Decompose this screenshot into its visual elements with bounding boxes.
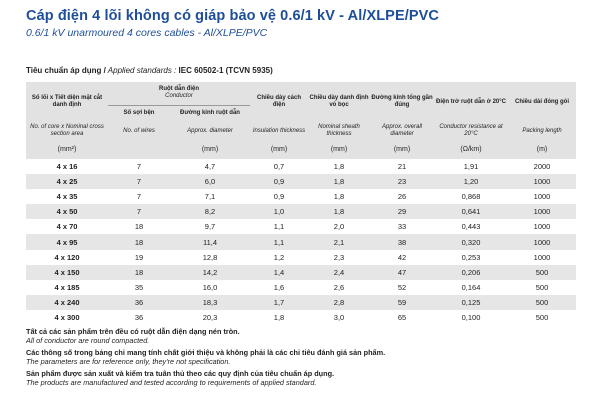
note-text-vi: Sản phẩm được sản xuất và kiểm tra tuân thủ theo các quy định của tiêu chuẩn áp dụng.	[26, 369, 335, 378]
cell-sheath: 1,8	[308, 174, 370, 189]
cell-overall-diameter: 38	[370, 234, 434, 249]
cell-wires: 7	[136, 162, 142, 172]
page-subtitle: 0.6/1 kV unarmoured 4 cores cables - Al/XLPE/PVC	[26, 27, 268, 39]
page-title: Cáp điện 4 lõi không có giáp bảo vệ 0.6/1 kV - Al/XLPE/PVC	[26, 8, 439, 24]
cell-sheath: 1,8	[308, 204, 370, 219]
cell-overall-diameter: 21	[397, 162, 407, 172]
cell-resistance: 0,206	[434, 265, 508, 280]
note-item	[26, 369, 586, 387]
cell-overall-diameter: 23	[370, 174, 434, 189]
cell-resistance: 0,320	[434, 234, 508, 249]
cell-core-section: 4 x 185	[54, 282, 80, 292]
cable-spec-table	[26, 82, 576, 325]
header-conductor-diameter: Đường kính ruột dẫn	[170, 105, 250, 122]
cell-resistance: 0,164	[461, 282, 481, 292]
cell-insulation: 1,7	[250, 295, 308, 310]
cell-insulation: 0,9	[250, 174, 308, 189]
cell-insulation: 1,0	[250, 204, 308, 219]
cell-sheath: 1,8	[333, 192, 345, 202]
cell-overall-diameter: 33	[397, 222, 407, 232]
cell-conductor-diameter: 4,7	[204, 162, 216, 172]
cell-insulation: 0,9	[273, 192, 285, 202]
note-text-en: All of conductor are round compacted.	[26, 336, 150, 345]
cell-core-section: 4 x 95	[26, 234, 108, 249]
cell-packing-length: 1000	[533, 222, 551, 232]
cell-conductor-diameter: 8,2	[170, 204, 250, 219]
cell-wires: 18	[134, 222, 144, 232]
cell-wires: 7	[108, 204, 170, 219]
standard-label-vi: Tiêu chuẩn áp dụng /	[26, 66, 106, 75]
cell-packing-length: 500	[508, 265, 576, 280]
cell-core-section: 4 x 35	[56, 192, 78, 202]
cell-conductor-diameter: 18,3	[170, 295, 250, 310]
header-packing-length-en: Packing length	[508, 122, 576, 140]
cell-resistance: 1,20	[434, 174, 508, 189]
header-resistance-en: Conductor resistance at 20°C	[434, 122, 508, 140]
cell-wires: 36	[108, 295, 170, 310]
cell-core-section: 4 x 70	[56, 222, 78, 232]
header-resistance: Điện trở ruột dẫn ở 20°C	[434, 82, 508, 122]
applied-standard	[26, 66, 273, 75]
cell-core-section: 4 x 150	[26, 265, 108, 280]
cell-sheath: 2,6	[333, 282, 345, 292]
cell-wires: 18	[108, 234, 170, 249]
cell-overall-diameter: 59	[370, 295, 434, 310]
cell-packing-length: 1000	[508, 174, 576, 189]
table-row	[26, 159, 576, 174]
cell-resistance: 0,253	[461, 252, 481, 262]
cell-packing-length: 1000	[508, 204, 576, 219]
table-row	[26, 234, 576, 249]
standard-label-en: Applied standards :	[105, 66, 177, 75]
cell-sheath: 2,8	[308, 295, 370, 310]
unit-resistance: (Ω/km)	[434, 140, 508, 159]
cell-overall-diameter: 65	[397, 312, 407, 322]
cell-resistance: 1,91	[463, 162, 479, 172]
header-conductor	[108, 82, 250, 105]
cell-conductor-diameter: 11,4	[170, 234, 250, 249]
cell-resistance: 0,868	[461, 192, 481, 202]
cell-overall-diameter: 42	[397, 252, 407, 262]
cell-overall-diameter: 47	[370, 265, 434, 280]
cell-overall-diameter: 29	[370, 204, 434, 219]
cell-resistance: 0,100	[461, 312, 481, 322]
table-row	[26, 204, 576, 219]
header-sheath: Chiều dày danh định vỏ bọc	[308, 82, 370, 122]
cell-conductor-diameter: 6,0	[170, 174, 250, 189]
header-conductor-vi: Ruột dẫn điện	[159, 86, 199, 93]
cell-sheath: 2,0	[333, 222, 345, 232]
notes-section	[26, 327, 586, 390]
cell-insulation: 1,2	[273, 252, 285, 262]
cell-conductor-diameter: 12,8	[202, 252, 218, 262]
table-row	[26, 295, 576, 310]
cell-core-section: 4 x 16	[56, 162, 78, 172]
header-conductor-en: Conductor	[165, 93, 193, 100]
table-row	[26, 280, 576, 295]
cell-packing-length: 1000	[508, 234, 576, 249]
cell-resistance: 0,641	[434, 204, 508, 219]
table-row	[26, 189, 576, 204]
cell-insulation: 1,4	[250, 265, 308, 280]
cell-conductor-diameter: 20,3	[202, 312, 218, 322]
cell-wires: 7	[136, 192, 142, 202]
header-insulation: Chiều dày cách điện	[250, 82, 308, 122]
cell-wires: 7	[108, 174, 170, 189]
unit-sheath: (mm)	[308, 140, 370, 159]
cell-overall-diameter: 26	[397, 192, 407, 202]
table-row	[26, 265, 576, 280]
unit-core-section: (mm²)	[26, 140, 108, 159]
unit-conductor-diameter: (mm)	[170, 140, 250, 159]
unit-packing-length: (m)	[508, 140, 576, 159]
table-row	[26, 310, 576, 325]
cell-packing-length: 500	[535, 282, 549, 292]
cell-resistance: 0,443	[461, 222, 481, 232]
cell-wires: 36	[134, 312, 144, 322]
header-insulation-en: Insulation thickness	[250, 122, 308, 140]
unit-insulation: (mm)	[250, 140, 308, 159]
header-wires: Số sợi bện	[108, 105, 170, 122]
cell-core-section: 4 x 120	[54, 252, 80, 262]
cell-conductor-diameter: 7,1	[204, 192, 216, 202]
table-body	[26, 159, 576, 325]
cell-wires: 19	[134, 252, 144, 262]
header-conductor-diameter-en: Approx. diameter	[170, 122, 250, 140]
standard-value: IEC 60502-1 (TCVN 5935)	[176, 66, 273, 75]
table-row	[26, 174, 576, 189]
cell-sheath: 2,4	[308, 265, 370, 280]
note-item	[26, 348, 586, 366]
cell-sheath: 3,0	[333, 312, 345, 322]
note-text-en: The products are manufactured and tested according to requirements of applied standard.	[26, 378, 317, 387]
cell-sheath: 2,3	[333, 252, 345, 262]
cell-core-section: 4 x 25	[26, 174, 108, 189]
cell-core-section: 4 x 240	[26, 295, 108, 310]
note-text-en: The parameters are for reference only, they're not specification.	[26, 357, 231, 366]
table-row	[26, 219, 576, 234]
cell-conductor-diameter: 9,7	[204, 222, 216, 232]
header-overall-diameter: Đường kính tổng gần đúng	[370, 82, 434, 122]
cell-packing-length: 1000	[533, 192, 551, 202]
cell-packing-length: 500	[535, 312, 549, 322]
header-core-section-en: No. of core x Nominal cross section area	[26, 122, 108, 140]
unit-wires	[108, 140, 170, 159]
cell-insulation: 1,6	[273, 282, 285, 292]
cell-conductor-diameter: 14,2	[170, 265, 250, 280]
cell-conductor-diameter: 16,0	[202, 282, 218, 292]
cell-core-section: 4 x 300	[54, 312, 80, 322]
header-overall-diameter-en: Approx. overall diameter	[370, 122, 434, 140]
note-text-vi: Các thông số trong bảng chỉ mang tính chất giới thiệu và không phải là các chỉ tiêu đánh giá sản phẩm.	[26, 348, 386, 357]
note-item	[26, 327, 586, 345]
cell-wires: 18	[108, 265, 170, 280]
cell-packing-length: 500	[508, 295, 576, 310]
header-packing-length: Chiều dài đóng gói	[508, 82, 576, 122]
header-sheath-en: Nominal sheath thickness	[308, 122, 370, 140]
cell-resistance: 0,125	[434, 295, 508, 310]
cell-insulation: 1,8	[273, 312, 285, 322]
unit-overall-diameter: (mm)	[370, 140, 434, 159]
cell-sheath: 2,1	[308, 234, 370, 249]
note-text-vi: Tất cả các sản phẩm trên đều có ruột dẫn điện dạng nén tròn.	[26, 327, 240, 336]
cell-insulation: 1,1	[250, 234, 308, 249]
cell-insulation: 1,1	[273, 222, 285, 232]
cell-sheath: 1,8	[333, 162, 345, 172]
header-wires-en: No. of wires	[108, 122, 170, 140]
cell-wires: 35	[134, 282, 144, 292]
cell-packing-length: 1000	[533, 252, 551, 262]
cell-packing-length: 2000	[533, 162, 551, 172]
header-core-section: Số lõi x Tiết diện mặt cắt danh định	[26, 82, 108, 122]
cell-core-section: 4 x 50	[26, 204, 108, 219]
cell-overall-diameter: 52	[397, 282, 407, 292]
cell-insulation: 0,7	[273, 162, 285, 172]
table-row	[26, 250, 576, 265]
